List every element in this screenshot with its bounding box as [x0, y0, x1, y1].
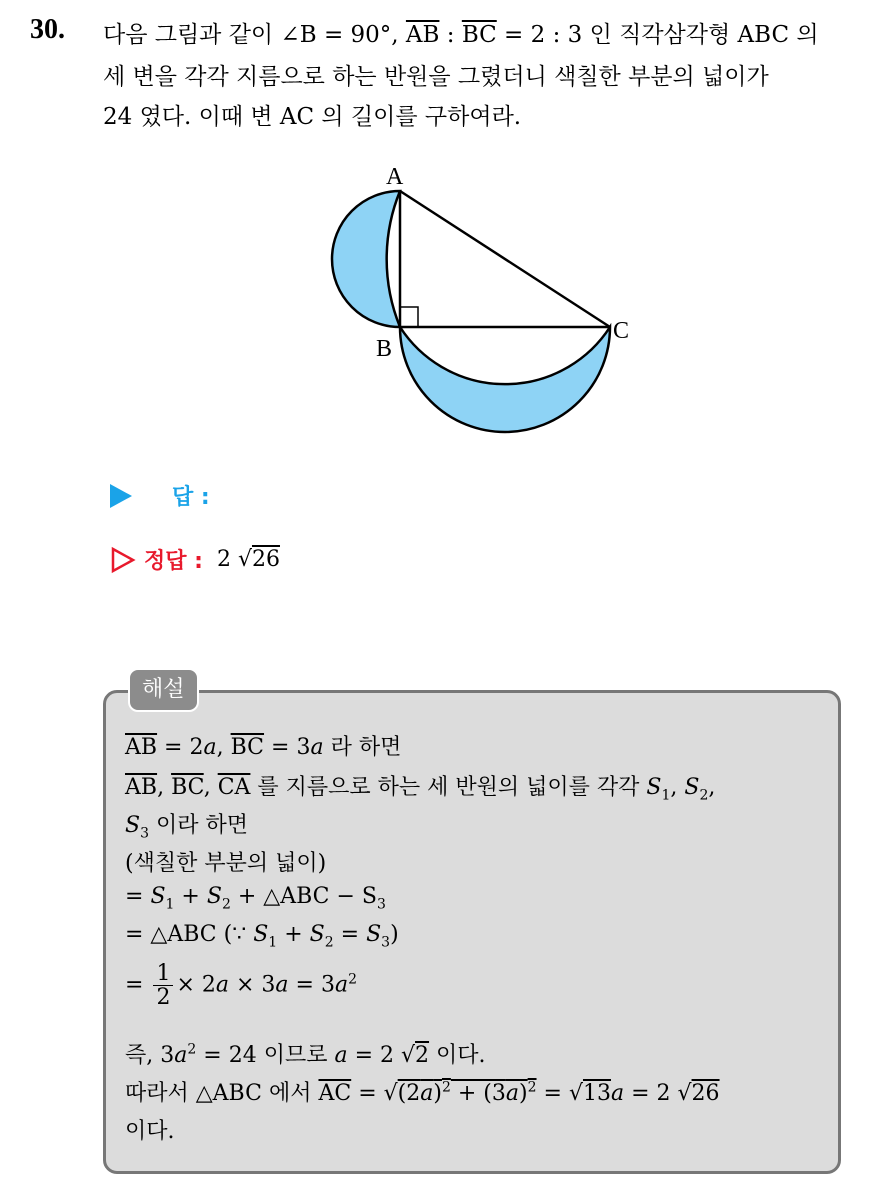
side-ac	[400, 191, 610, 327]
right-angle-mark	[400, 307, 418, 327]
solution-line-1: $\overline{AB} = 2a$, $\overline{BC} = 3a$ 라 하면	[125, 735, 402, 760]
solution-line-8: 즉, $3a^2 = 24$ 이므로 a = 2 √2 이다.	[125, 1041, 486, 1068]
correct-label: 정답 :	[144, 549, 203, 574]
shaded-lune-bc	[400, 327, 610, 432]
outline-triangle-icon	[110, 546, 136, 574]
label-b: B	[376, 336, 393, 362]
question-line-2: 세 변을 각각 지름으로 하는 반원을 그렸더니 색칠한 부분의 넓이가	[103, 64, 769, 90]
solution-line-10: 이다.	[125, 1119, 175, 1144]
solution-tab: 해설	[128, 668, 199, 712]
correct-answer-row	[110, 544, 280, 575]
label-c: C	[613, 318, 630, 344]
play-triangle-icon	[110, 484, 132, 508]
question-number: 30.	[30, 14, 65, 45]
solution-line-7: = $\frac{1}{2}$ × $2a \times 3a = 3a^2$	[125, 961, 358, 1011]
answer-row	[110, 480, 210, 511]
semicircle-figure	[300, 158, 660, 448]
solution-line-6: = △ABC (∵ $S_1 + S_2 = S_3$)	[125, 922, 399, 951]
answer-label: 답 :	[172, 485, 210, 510]
question-line-1: 다음 그림과 같이 ∠B = 90°, $\overline{AB}$ : $\overline{BC} = 2$ : 3 인 직각삼각형 ABC 의	[103, 22, 819, 48]
solution-line-3: $S_3$ 이라 하면	[125, 813, 248, 842]
solution-line-9: 따라서 △ABC 에서 $\overline{AC} = √(2a)^2 + (3a)^2 = √13a = 2$ √26	[125, 1079, 720, 1106]
question-line-3: 24 였다. 이때 변 AC 의 길이를 구하여라.	[103, 104, 522, 130]
solution-line-5: = $S_1 + S_2$ + △ABC − $S_3$	[125, 884, 386, 913]
solution-line-4: (색칠한 부분의 넓이)	[125, 851, 327, 876]
correct-value: 2 √26	[216, 547, 280, 572]
label-a: A	[386, 164, 404, 190]
shaded-lune-ab	[332, 191, 400, 327]
solution-line-2: $\overline{AB}$, $\overline{BC}$, $\overline{CA}$ 를 지름으로 하는 세 반원의 넓이를 각각 $S_1$, $S_2$,	[125, 775, 716, 804]
